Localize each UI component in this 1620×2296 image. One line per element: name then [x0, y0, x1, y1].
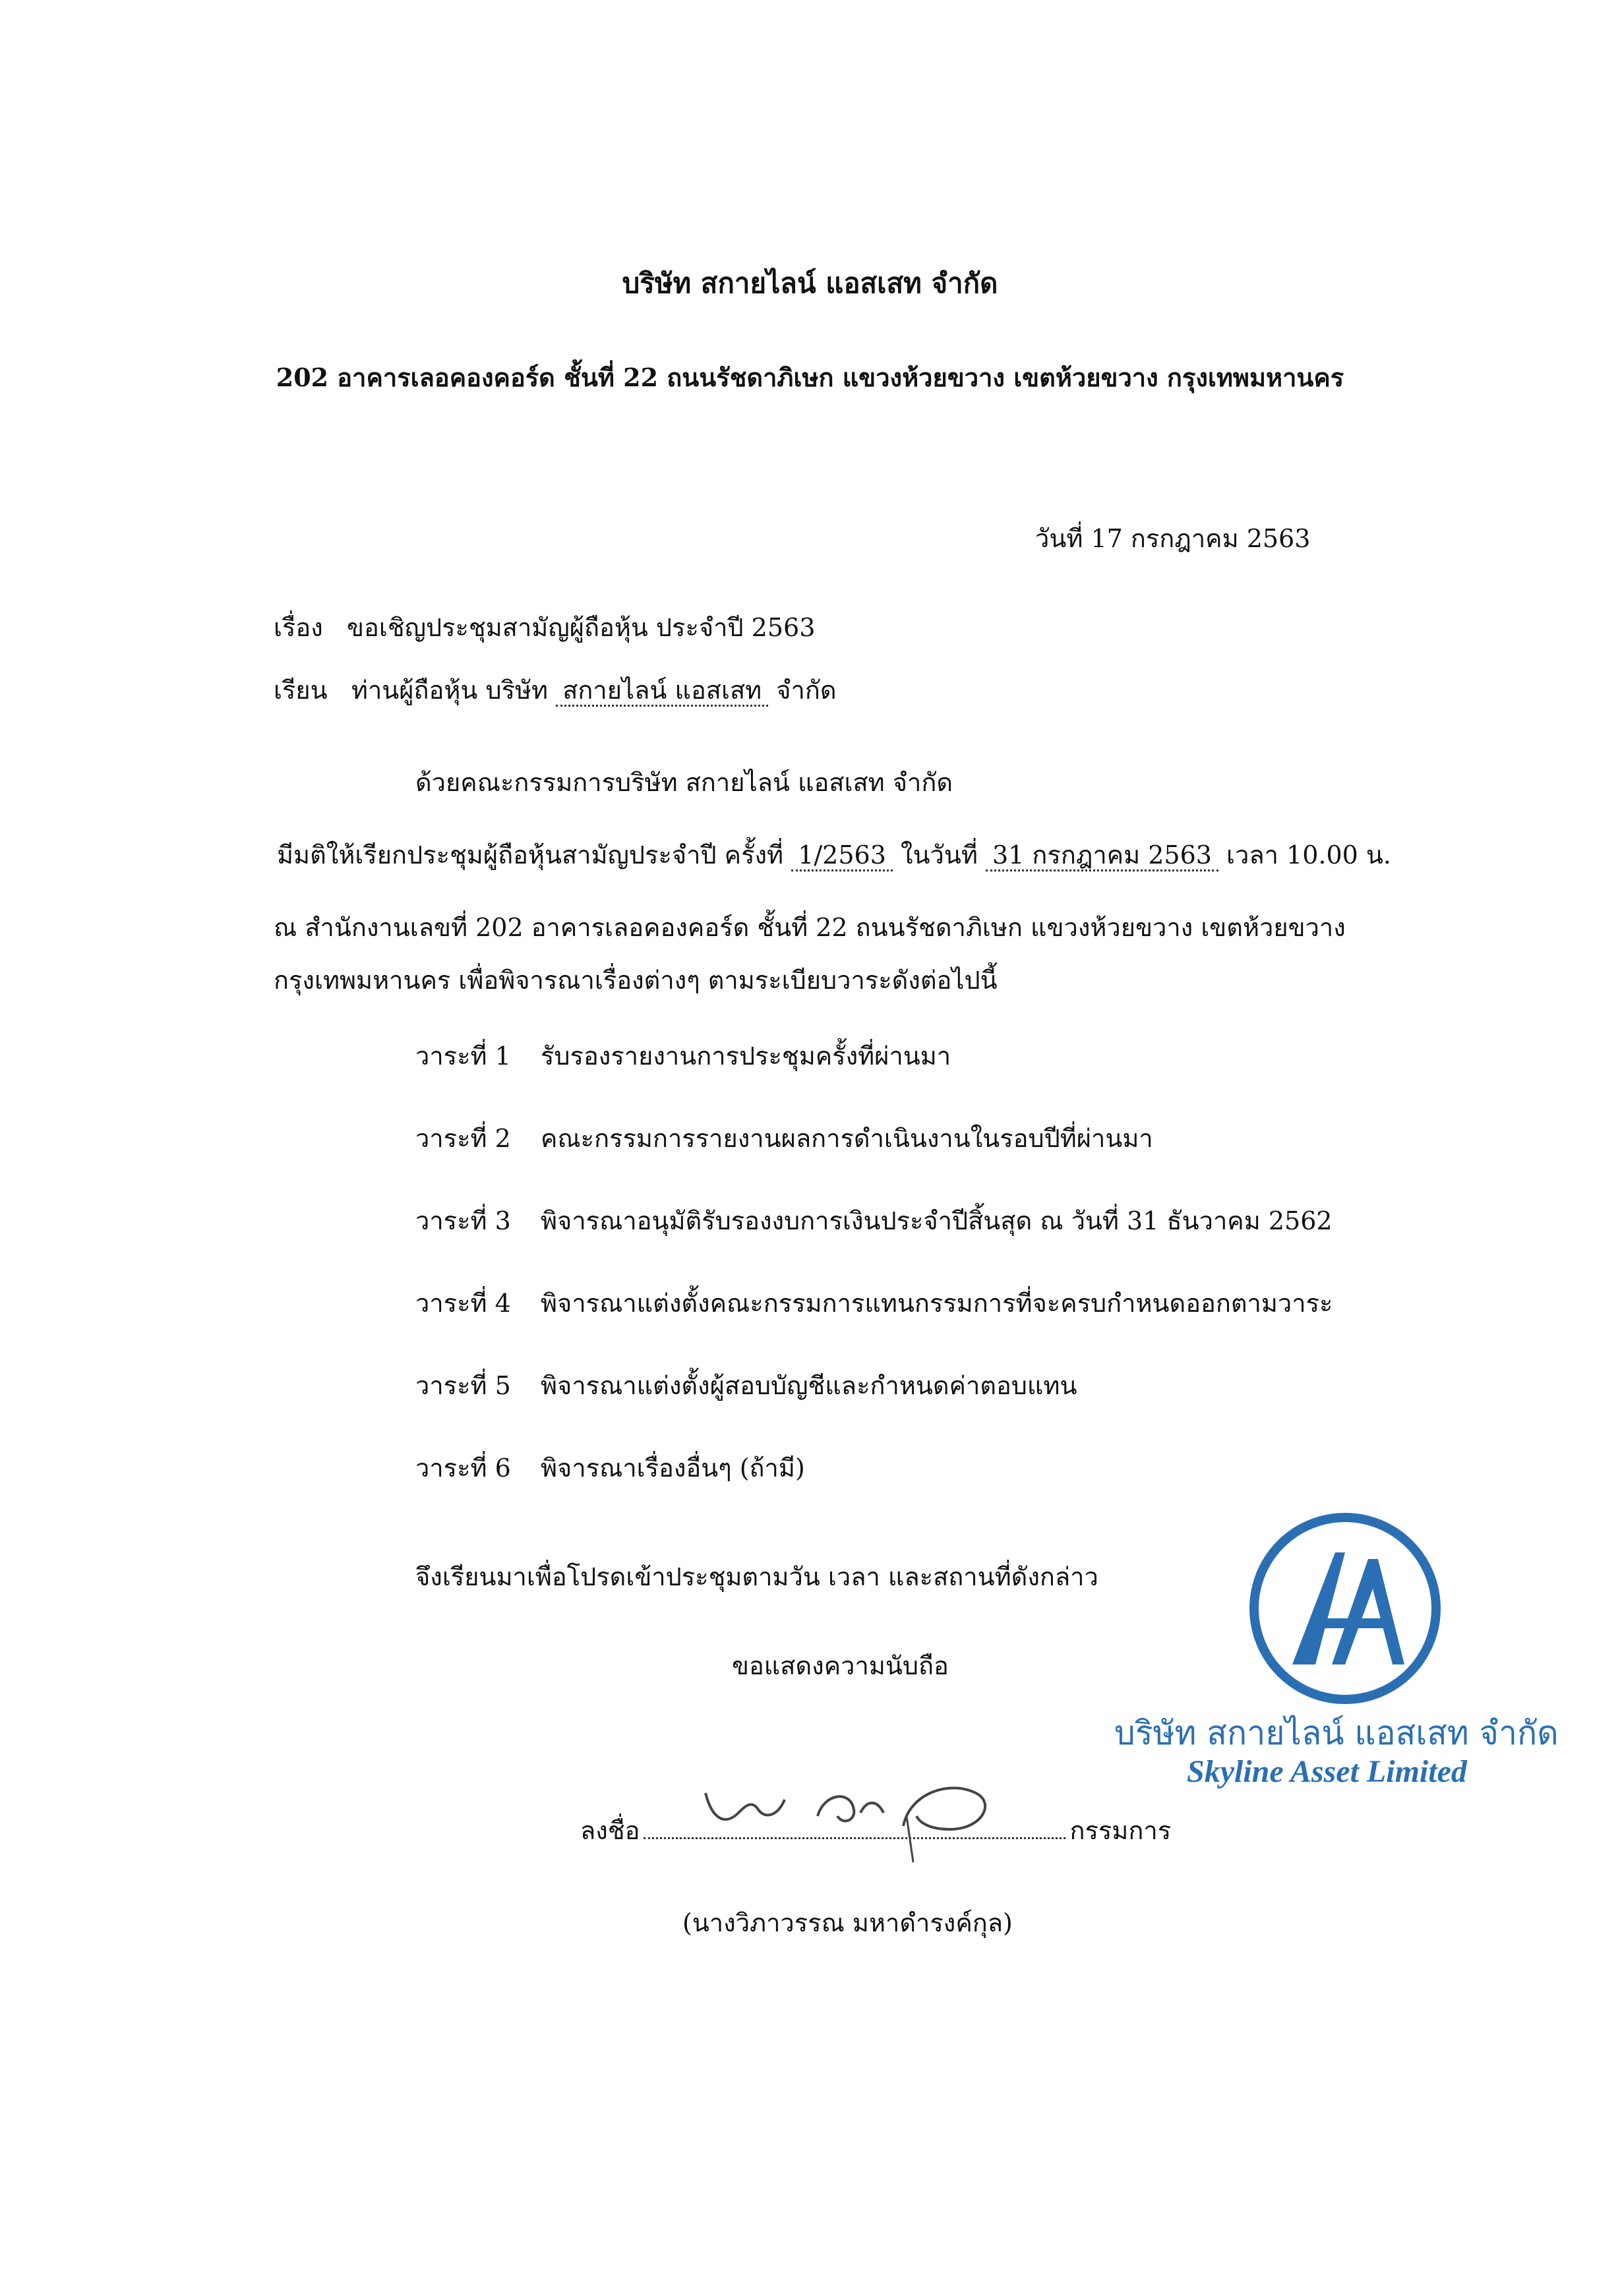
- recipient-company-fill: สกายไลน์ แอสเสท: [556, 676, 768, 707]
- agenda-number: วาระที่ 6: [415, 1454, 511, 1483]
- agenda-number: วาระที่ 4: [415, 1289, 511, 1318]
- agenda-item: [415, 1124, 1153, 1154]
- meeting-number: 1/2563: [791, 840, 893, 871]
- agenda-text: พิจารณาเรื่องอื่นๆ (ถ้ามี): [541, 1454, 805, 1483]
- agenda-item: [415, 1206, 1333, 1237]
- stamp-company-thai: บริษัท สกายไลน์ แอสเสท จำกัด: [1114, 1714, 1559, 1752]
- stamp-company-english: Skyline Asset Limited: [1187, 1754, 1467, 1789]
- recipient-line: [274, 676, 837, 706]
- signature-role: กรรมการ: [1069, 1816, 1172, 1845]
- date-line: วันที่ 17 กรกฎาคม 2563: [1035, 524, 1311, 553]
- agenda-number: วาระที่ 1: [415, 1042, 511, 1071]
- agenda-text: คณะกรรมการรายงานผลการดำเนินงานในรอบปีที่ผ่านมา: [541, 1124, 1153, 1153]
- body-line-2: [277, 840, 1391, 871]
- agenda-item: [415, 1371, 1077, 1401]
- agenda-item: [415, 1042, 951, 1072]
- body-line-4: กรุงเทพมหานคร เพื่อพิจารณาเรื่องต่างๆ ตามระเบียบวาระดังต่อไปนี้: [274, 966, 998, 995]
- meeting-date: 31 กรกฎาคม 2563: [986, 840, 1218, 871]
- signature-label: ลงชื่อ: [580, 1816, 640, 1845]
- meeting-intro: มีมติให้เรียกประชุมผู้ถือหุ้นสามัญประจำปี ครั้งที่: [277, 840, 784, 869]
- company-address: 202 อาคารเลอคองคอร์ด ชั้นที่ 22 ถนนรัชดาภิเษก แขวงห้วยขวาง เขตห้วยขวาง กรุงเทพมหานคร: [276, 363, 1344, 392]
- agenda-item: [415, 1289, 1333, 1319]
- handwritten-signature-icon: [686, 1753, 1015, 1866]
- body-line-3: ณ สำนักงานเลขที่ 202 อาคารเลอคองคอร์ด ชั้นที่ 22 ถนนรัชดาภิเษก แขวงห้วยขวาง เขตห้วยขวาง: [274, 913, 1346, 942]
- regards-line: ขอแสดงความนับถือ: [732, 1651, 949, 1680]
- company-seal-icon: [1246, 1510, 1444, 1707]
- meeting-time: เวลา 10.00 น.: [1226, 840, 1391, 869]
- subject-label: เรื่อง: [274, 613, 323, 642]
- agenda-number: วาระที่ 5: [415, 1371, 511, 1400]
- agenda-number: วาระที่ 3: [415, 1206, 511, 1235]
- closing-line: จึงเรียนมาเพื่อโปรดเข้าประชุมตามวัน เวลา และสถานที่ดังกล่าว: [415, 1562, 1098, 1591]
- recipient-prefix: ท่านผู้ถือหุ้น บริษัท: [351, 676, 549, 705]
- company-header: บริษัท สกายไลน์ แอสเสท จำกัด: [622, 267, 998, 299]
- agenda-text: พิจารณาแต่งตั้งคณะกรรมการแทนกรรมการที่จะครบกำหนดออกตามวาระ: [541, 1289, 1333, 1318]
- recipient-label: เรียน: [274, 676, 328, 705]
- agenda-text: รับรองรายงานการประชุมครั้งที่ผ่านมา: [541, 1042, 951, 1071]
- recipient-suffix: จำกัด: [776, 676, 837, 705]
- subject-line: [274, 613, 815, 643]
- meeting-date-label: ในวันที่: [900, 840, 978, 869]
- agenda-text: พิจารณาอนุมัติรับรองงบการเงินประจำปีสิ้นสุด ณ วันที่ 31 ธันวาคม 2562: [541, 1206, 1333, 1235]
- signatory-name: (นางวิภาวรรณ มหาดำรงค์กุล): [682, 1908, 1013, 1937]
- subject-text: ขอเชิญประชุมสามัญผู้ถือหุ้น ประจำปี 2563: [347, 613, 816, 642]
- agenda-number: วาระที่ 2: [415, 1124, 511, 1153]
- agenda-item: [415, 1454, 805, 1484]
- agenda-text: พิจารณาแต่งตั้งผู้สอบบัญชีและกำหนดค่าตอบแทน: [541, 1371, 1077, 1400]
- body-line-1: ด้วยคณะกรรมการบริษัท สกายไลน์ แอสเสท จำกัด: [415, 768, 953, 797]
